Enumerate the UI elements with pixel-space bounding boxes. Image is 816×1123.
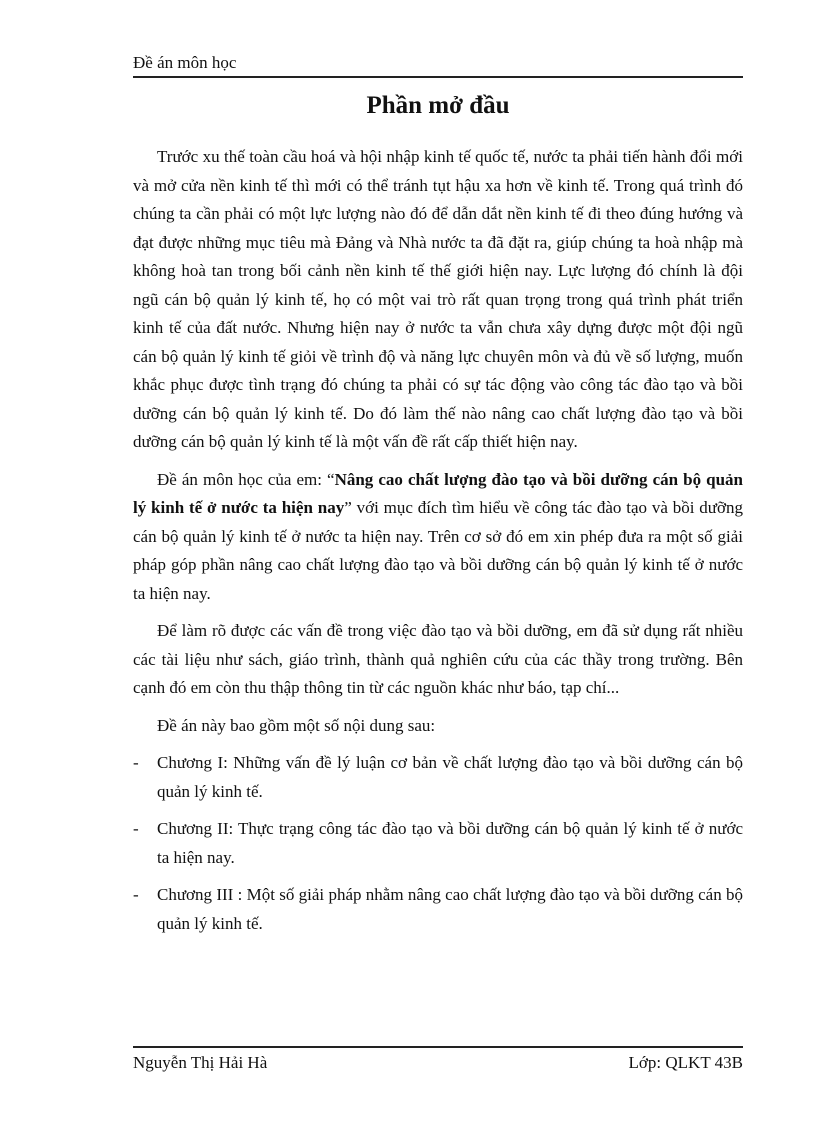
page-title: Phần mở đầu <box>366 92 510 119</box>
list-item <box>133 881 743 938</box>
topic-lead-text: Đề án môn học của em: “ <box>157 469 335 489</box>
page-footer <box>133 1046 743 1074</box>
topic-paragraph <box>133 466 743 609</box>
chapter-list <box>133 749 743 938</box>
bullet-dash: - <box>133 819 139 838</box>
footer-author: Nguyễn Thị Hải Hà <box>133 1053 268 1072</box>
chapter-3-text: Chương III : Một số giải pháp nhằm nâng cao chất lượng đào tạo và bồi dưỡng cán bộ quản lý kinh tế. <box>157 885 743 933</box>
bullet-dash: - <box>133 753 139 772</box>
bullet-dash: - <box>133 885 139 904</box>
chapter-1-text: Chương I: Những vấn đề lý luận cơ bản về chất lượng đào tạo và bồi dưỡng cán bộ quản lý kinh tế. <box>157 753 743 801</box>
intro-paragraph: Trước xu thế toàn cầu hoá và hội nhập kinh tế quốc tế, nước ta phải tiến hành đổi mới và mở cửa nền kinh tế thì mới có thể tránh tụt hậu xa hơn về kinh tế. Trong quá trình đó chúng ta cần phải có một lực lượng nào đó để dẫn dắt nền kinh tế đi theo đúng hướng và đạt được những mục tiêu mà Đảng và Nhà nước ta đã đặt ra, giúp chúng ta hoà nhập mà không hoà tan trong bối cảnh nền kinh tế thế giới hiện nay. Lực lượng đó chính là đội ngũ cán bộ quản lý kinh tế, họ có một vai trò rất quan trọng trong quá trình phát triển kinh tế của đất nước. Nhưng hiện nay ở nước ta vẫn chưa xây dựng được một đội ngũ cán bộ quản lý kinh tế giỏi về trình độ và năng lực chuyên môn và đủ về số lượng, muốn khắc phục được tình trạng đó chúng ta phải có sự tác động vào công tác đào tạo và bồi dưỡng cán bộ quản lý kinh tế. Do đó làm thế nào nâng cao chất lượng đào tạo và bồi dưỡng cán bộ quản lý kinh tế là một vấn đề rất cấp thiết hiện nay. <box>133 147 743 451</box>
footer-class: Lớp: QLKT 43B <box>628 1053 743 1072</box>
list-item <box>133 749 743 806</box>
sources-paragraph: Để làm rõ được các vấn đề trong việc đào tạo và bồi dưỡng, em đã sử dụng rất nhiều các tài liệu như sách, giáo trình, thành quả nghiên cứu của các thầy trong trường. Bên cạnh đó em còn thu thập thông tin từ các nguồn khác như báo, tạp chí... <box>133 621 743 697</box>
chapter-2-text: Chương II: Thực trạng công tác đào tạo và bồi dưỡng cán bộ quản lý kinh tế ở nước ta hiện nay. <box>157 819 743 867</box>
topic-rest-text: ” với mục đích tìm hiểu về công tác đào tạo và bồi dưỡng cán bộ quản lý kinh tế ở nước ta hiện nay. Trên cơ sở đó em xin phép đưa ra một số giải pháp góp phần nâng cao chất lượng đào tạo và bồi dưỡng cán bộ quản lý kinh tế ở nước ta hiện nay. <box>133 498 743 603</box>
contents-intro: Đề án này bao gồm một số nội dung sau: <box>157 715 436 735</box>
document-body <box>133 143 743 947</box>
header-text: Đề án môn học <box>133 53 237 72</box>
page-header <box>133 52 743 78</box>
topic-title: Nâng cao chất lượng đào tạo và bồi dưỡng cán bộ quản lý kinh tế ở nước ta hiện nay <box>133 469 744 517</box>
list-item <box>133 815 743 872</box>
